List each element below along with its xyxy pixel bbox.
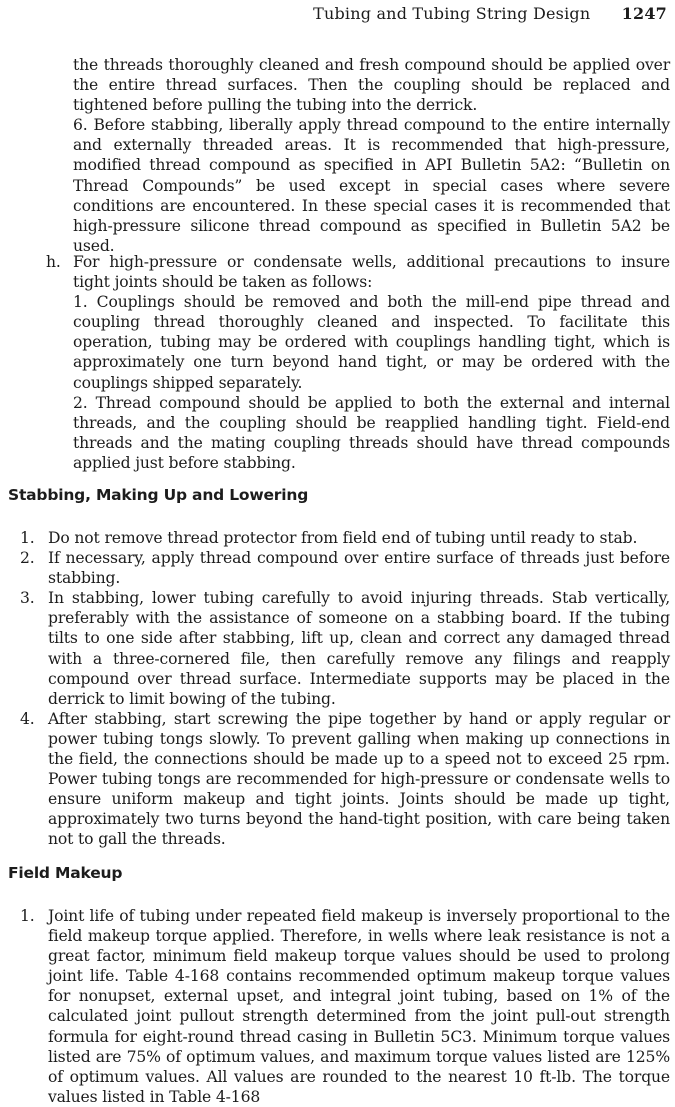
item-text: In stabbing, lower tubing carefully to avoid injuring threads. Stab vertically, preferably with the assistance of someone on a stabbing board. If the tubing tilts to one side after stabbing, lift up, clean and correct any damaged thread with a three-cornered file, then carefully remove any filings and reapply compound over thread surface. Intermediate supports may be placed in the derrick to limit bowing of the tubing. — [48, 589, 670, 708]
list-item-h — [46, 252, 670, 473]
item-text: Do not remove thread protector from field end of tubing until ready to stab. — [48, 529, 638, 547]
numbered-list — [20, 528, 670, 850]
item-text: If necessary, apply thread compound over entire surface of threads just before stabbing. — [48, 549, 670, 588]
list-item — [20, 548, 670, 588]
item-number: 1. — [20, 907, 35, 925]
list-item — [20, 709, 670, 850]
item-marker: h. — [46, 253, 61, 271]
paragraph: 2. Thread compound should be applied to both the external and internal threads, and the coupling should be reapplied handling tight. Field-end threads and the mating coupling threads should have thread compounds applied just before stabbing. — [73, 393, 670, 472]
paragraph: the threads thoroughly cleaned and fresh compound should be applied over the entire thread surfaces. Then the coupling should be replaced and tightened before pulling the tubing into the derrick. — [73, 56, 670, 115]
item-text: After stabbing, start screwing the pipe together by hand or apply regular or power tubing tongs slowly. To prevent galling when making up connections in the field, the connections should be made up to a speed not to exceed 25 rpm. Power tubing tongs are recommended for high-pressure or condensate wells to ensure uniform makeup and tight joints. Joints should be made up tight, approximately two turns beyond the hand-tight position, with care being taken not to gall the threads. — [48, 709, 670, 849]
running-head — [313, 4, 667, 23]
paragraph: For high-pressure or condensate wells, additional precautions to insure tight joints should be taken as follows: — [73, 253, 670, 292]
continued-text — [73, 55, 670, 256]
running-head-title: Tubing and Tubing String Design — [313, 4, 591, 23]
page-number: 1247 — [621, 4, 667, 23]
item-number: 4. — [20, 709, 35, 728]
paragraph: 6. Before stabbing, liberally apply thread compound to the entire internally and externally threaded areas. It is recommended that high-pressure, modified thread compound as specified in API Bulletin 5A2: “Bulletin on Thread Compounds” be used except in special cases where severe conditions are encountered. In these special cases it is recommended that high-pressure silicone thread compound as specified in Bulletin 5A2 be used. — [73, 116, 670, 255]
item-number: 3. — [20, 589, 35, 608]
list-item — [20, 588, 670, 709]
list-item — [20, 528, 670, 548]
item-number: 1. — [20, 529, 35, 547]
section-heading: Field Makeup — [8, 864, 123, 882]
numbered-list — [20, 906, 670, 1107]
list-item — [20, 906, 670, 1107]
section-heading: Stabbing, Making Up and Lowering — [8, 486, 309, 504]
paragraph: 1. Couplings should be removed and both the mill-end pipe thread and coupling thread thoroughly cleaned and inspected. To facilitate this operation, tubing may be ordered with couplings handling tight, which is approximately one turn beyond hand tight, or may be ordered with the couplings shipped separately. — [73, 293, 670, 392]
item-number: 2. — [20, 549, 35, 568]
item-text: Joint life of tubing under repeated field makeup is inversely proportional to the field makeup torque applied. Therefore, in wells where leak resistance is not a great factor, minimum field makeup torque values should be used to prolong joint life. Table 4-168 contains recommended optimum makeup torque values for nonupset, external upset, and integral joint tubing, based on 1% of the calculated joint pullout strength determined from the joint pull-out strength formula for eight-round thread casing in Bulletin 5C3. Minimum torque values listed are 75% of optimum values, and maximum torque values listed are 125% of optimum values. All values are rounded to the nearest 10 ft-lb. The torque values listed in Table 4-168 — [48, 907, 670, 1106]
